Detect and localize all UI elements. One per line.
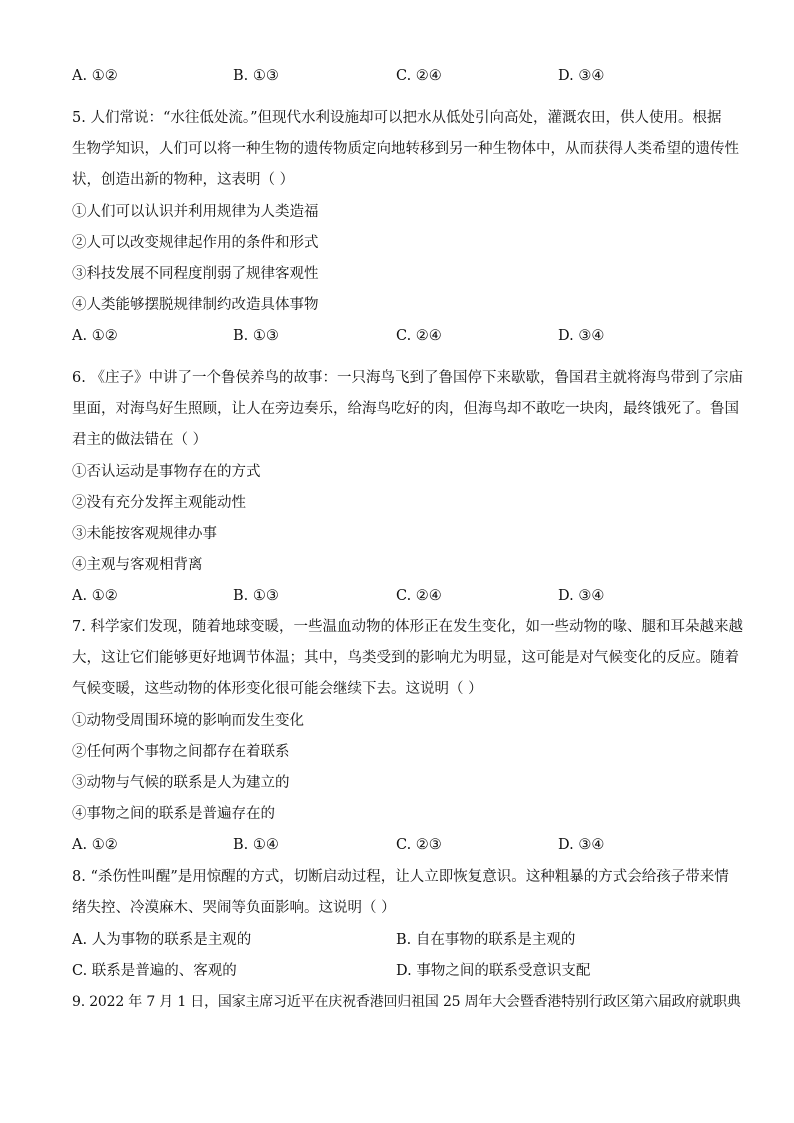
- q6-statement: ②没有充分发挥主观能动性: [72, 495, 246, 511]
- q5-statement: ②人可以改变规律起作用的条件和形式: [72, 235, 319, 251]
- q7-option-a[interactable]: A. ①②: [72, 837, 118, 853]
- q5-statement: ①人们可以认识并利用规律为人类造福: [72, 204, 319, 220]
- q5-stem-line: 生物学知识，人们可以将一种生物的遗传物质定向地转移到另一种生物体中，从而获得人类希望的遗传性: [72, 141, 739, 157]
- q8-stem-line: 绪失控、冷漠麻木、哭闹等负面影响。这说明（ ）: [72, 900, 396, 916]
- q8-option-c[interactable]: C. 联系是普遍的、客观的: [72, 963, 237, 979]
- q7-option-d[interactable]: D. ③④: [558, 837, 605, 853]
- q5-statement: ④人类能够摆脱规律制约改造具体事物: [72, 297, 319, 313]
- q7-option-b[interactable]: B. ①④: [233, 837, 279, 853]
- q6-statement: ④主观与客观相背离: [72, 557, 203, 573]
- q5-option-b[interactable]: B. ①③: [233, 328, 279, 344]
- q5-stem-line: 5. 人们常说：“水往低处流。”但现代水利设施却可以把水从低处引向高处，灌溉农田，供人使用。根据: [72, 110, 722, 126]
- q7-stem-line: 大，这让它们能够更好地调节体温；其中，鸟类受到的影响尤为明显，这可能是对气候变化的反应。随着: [72, 650, 739, 666]
- q5-statement: ③科技发展不同程度削弱了规律客观性: [72, 266, 319, 282]
- q9-stem-line: 9. 2022 年 7 月 1 日，国家主席习近平在庆祝香港回归祖国 25 周年大会暨香港特别行政区第六届政府就职典: [72, 994, 741, 1010]
- q7-option-c[interactable]: C. ②③: [396, 837, 442, 853]
- q6-option-a[interactable]: A. ①②: [72, 588, 118, 604]
- q4-option-d[interactable]: D. ③④: [558, 68, 605, 84]
- q7-statement: ③动物与气候的联系是人为建立的: [72, 775, 290, 791]
- q5-option-d[interactable]: D. ③④: [558, 328, 605, 344]
- q7-stem-line: 7. 科学家们发现，随着地球变暖，一些温血动物的体形正在发生变化，如一些动物的喙、腿和耳朵越来越: [72, 619, 743, 635]
- q5-stem-line: 状，创造出新的物种，这表明（ ）: [72, 172, 295, 188]
- q7-statement: ④事物之间的联系是普遍存在的: [72, 806, 275, 822]
- q5-option-c[interactable]: C. ②④: [396, 328, 442, 344]
- q8-stem-line: 8. “杀伤性叫醒”是用惊醒的方式，切断启动过程，让人立即恢复意识。这种粗暴的方式会给孩子带来情: [72, 869, 729, 885]
- q4-option-a[interactable]: A. ①②: [72, 68, 118, 84]
- q6-statement: ①否认运动是事物存在的方式: [72, 464, 261, 480]
- q7-statement: ②任何两个事物之间都存在着联系: [72, 744, 290, 760]
- q6-stem-line: 6. 《庄子》中讲了一个鲁侯养鸟的故事：一只海鸟飞到了鲁国停下来歇歇，鲁国君主就将海鸟带到了宗庙: [72, 370, 743, 386]
- q4-option-c[interactable]: C. ②④: [396, 68, 442, 84]
- q8-option-a[interactable]: A. 人为事物的联系是主观的: [72, 932, 252, 948]
- q6-option-c[interactable]: C. ②④: [396, 588, 442, 604]
- q8-option-b[interactable]: B. 自在事物的联系是主观的: [396, 932, 576, 948]
- q4-option-b[interactable]: B. ①③: [233, 68, 279, 84]
- q7-statement: ①动物受周围环境的影响而发生变化: [72, 713, 304, 729]
- q8-option-d[interactable]: D. 事物之间的联系受意识支配: [396, 963, 591, 979]
- q6-option-b[interactable]: B. ①③: [233, 588, 279, 604]
- q7-stem-line: 气候变暖，这些动物的体形变化很可能会继续下去。这说明（ ）: [72, 681, 483, 697]
- q6-stem-line: 君主的做法错在（ ）: [72, 432, 208, 448]
- q6-option-d[interactable]: D. ③④: [558, 588, 605, 604]
- q6-statement: ③未能按客观规律办事: [72, 526, 217, 542]
- q6-stem-line: 里面，对海鸟好生照顾，让人在旁边奏乐，给海鸟吃好的肉，但海鸟却不敢吃一块肉，最终饿死了。鲁国: [72, 401, 739, 417]
- q5-option-a[interactable]: A. ①②: [72, 328, 118, 344]
